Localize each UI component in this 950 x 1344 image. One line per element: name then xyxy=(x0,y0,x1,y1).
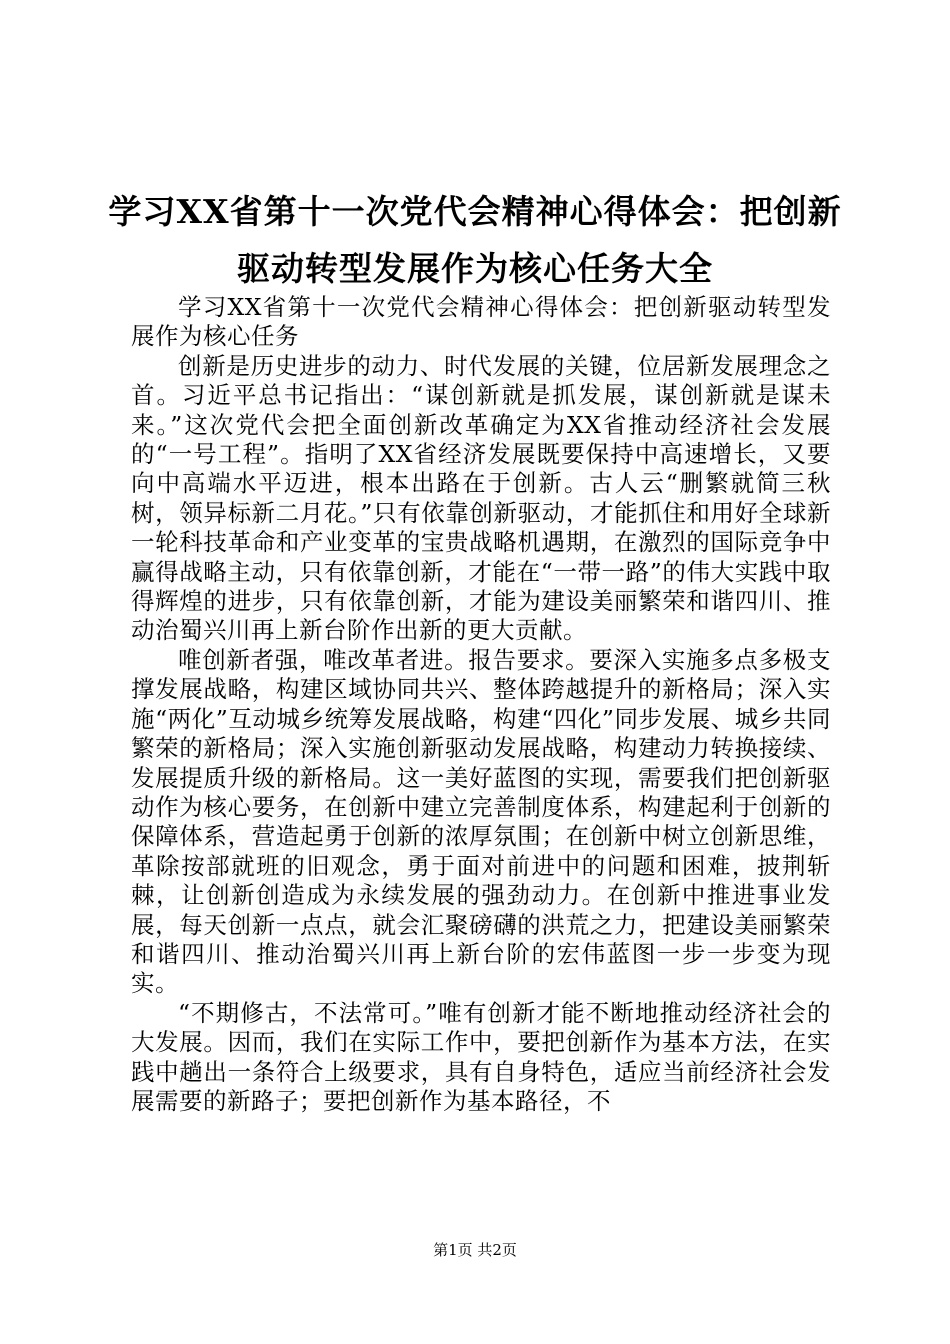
document-title: 学习XX省第十一次党代会精神心得体会：把创新驱动转型发展作为核心任务大全 xyxy=(108,192,842,288)
document-body xyxy=(131,293,831,1116)
paragraph-3: “不期修古，不法常可。”唯有创新才能不断地推动经济社会的大发展。因而，我们在实际工作中，要把创新作为基本方法，在实践中趟出一条符合上级要求，具有自身特色，适应当前经济社会发展需要的新路子；要把创新作为基本路径，不 xyxy=(131,998,831,1115)
paragraph-subtitle: 学习XX省第十一次党代会精神心得体会：把创新驱动转型发展作为核心任务 xyxy=(131,293,831,351)
page-number-footer: 第1页 共2页 xyxy=(433,1241,517,1259)
paragraph-2: 唯创新者强，唯改革者进。报告要求。要深入实施多点多极支撑发展战略，构建区域协同共兴、整体跨越提升的新格局；深入实施“两化”互动城乡统筹发展战略，构建“四化”同步发展、城乡共同繁荣的新格局；深入实施创新驱动发展战略，构建动力转换接续、发展提质升级的新格局。这一美好蓝图的实现，需要我们把创新驱动作为核心要务，在创新中建立完善制度体系，构建起利于创新的保障体系，营造起勇于创新的浓厚氛围；在创新中树立创新思维，革除按部就班的旧观念，勇于面对前进中的问题和困难，披荆斩棘，让创新创造成为永续发展的强劲动力。在创新中推进事业发展，每天创新一点点，就会汇聚磅礴的洪荒之力，把建设美丽繁荣和谐四川、推动治蜀兴川再上新台阶的宏伟蓝图一步一步变为现实。 xyxy=(131,645,831,998)
paragraph-1: 创新是历史进步的动力、时代发展的关键，位居新发展理念之首。习近平总书记指出：“谋创新就是抓发展，谋创新就是谋未来。”这次党代会把全面创新改革确定为XX省推动经济社会发展的“一号工程”。指明了XX省经济发展既要保持中高速增长，又要向中高端水平迈进，根本出路在于创新。古人云“删繁就简三秋树，领异标新二月花。”只有依靠创新驱动，才能抓住和用好全球新一轮科技革命和产业变革的宝贵战略机遇期，在激烈的国际竞争中赢得战略主动，只有依靠创新，才能在“一带一路”的伟大实践中取得辉煌的进步，只有依靠创新，才能为建设美丽繁荣和谐四川、推动治蜀兴川再上新台阶作出新的更大贡献。 xyxy=(131,351,831,645)
